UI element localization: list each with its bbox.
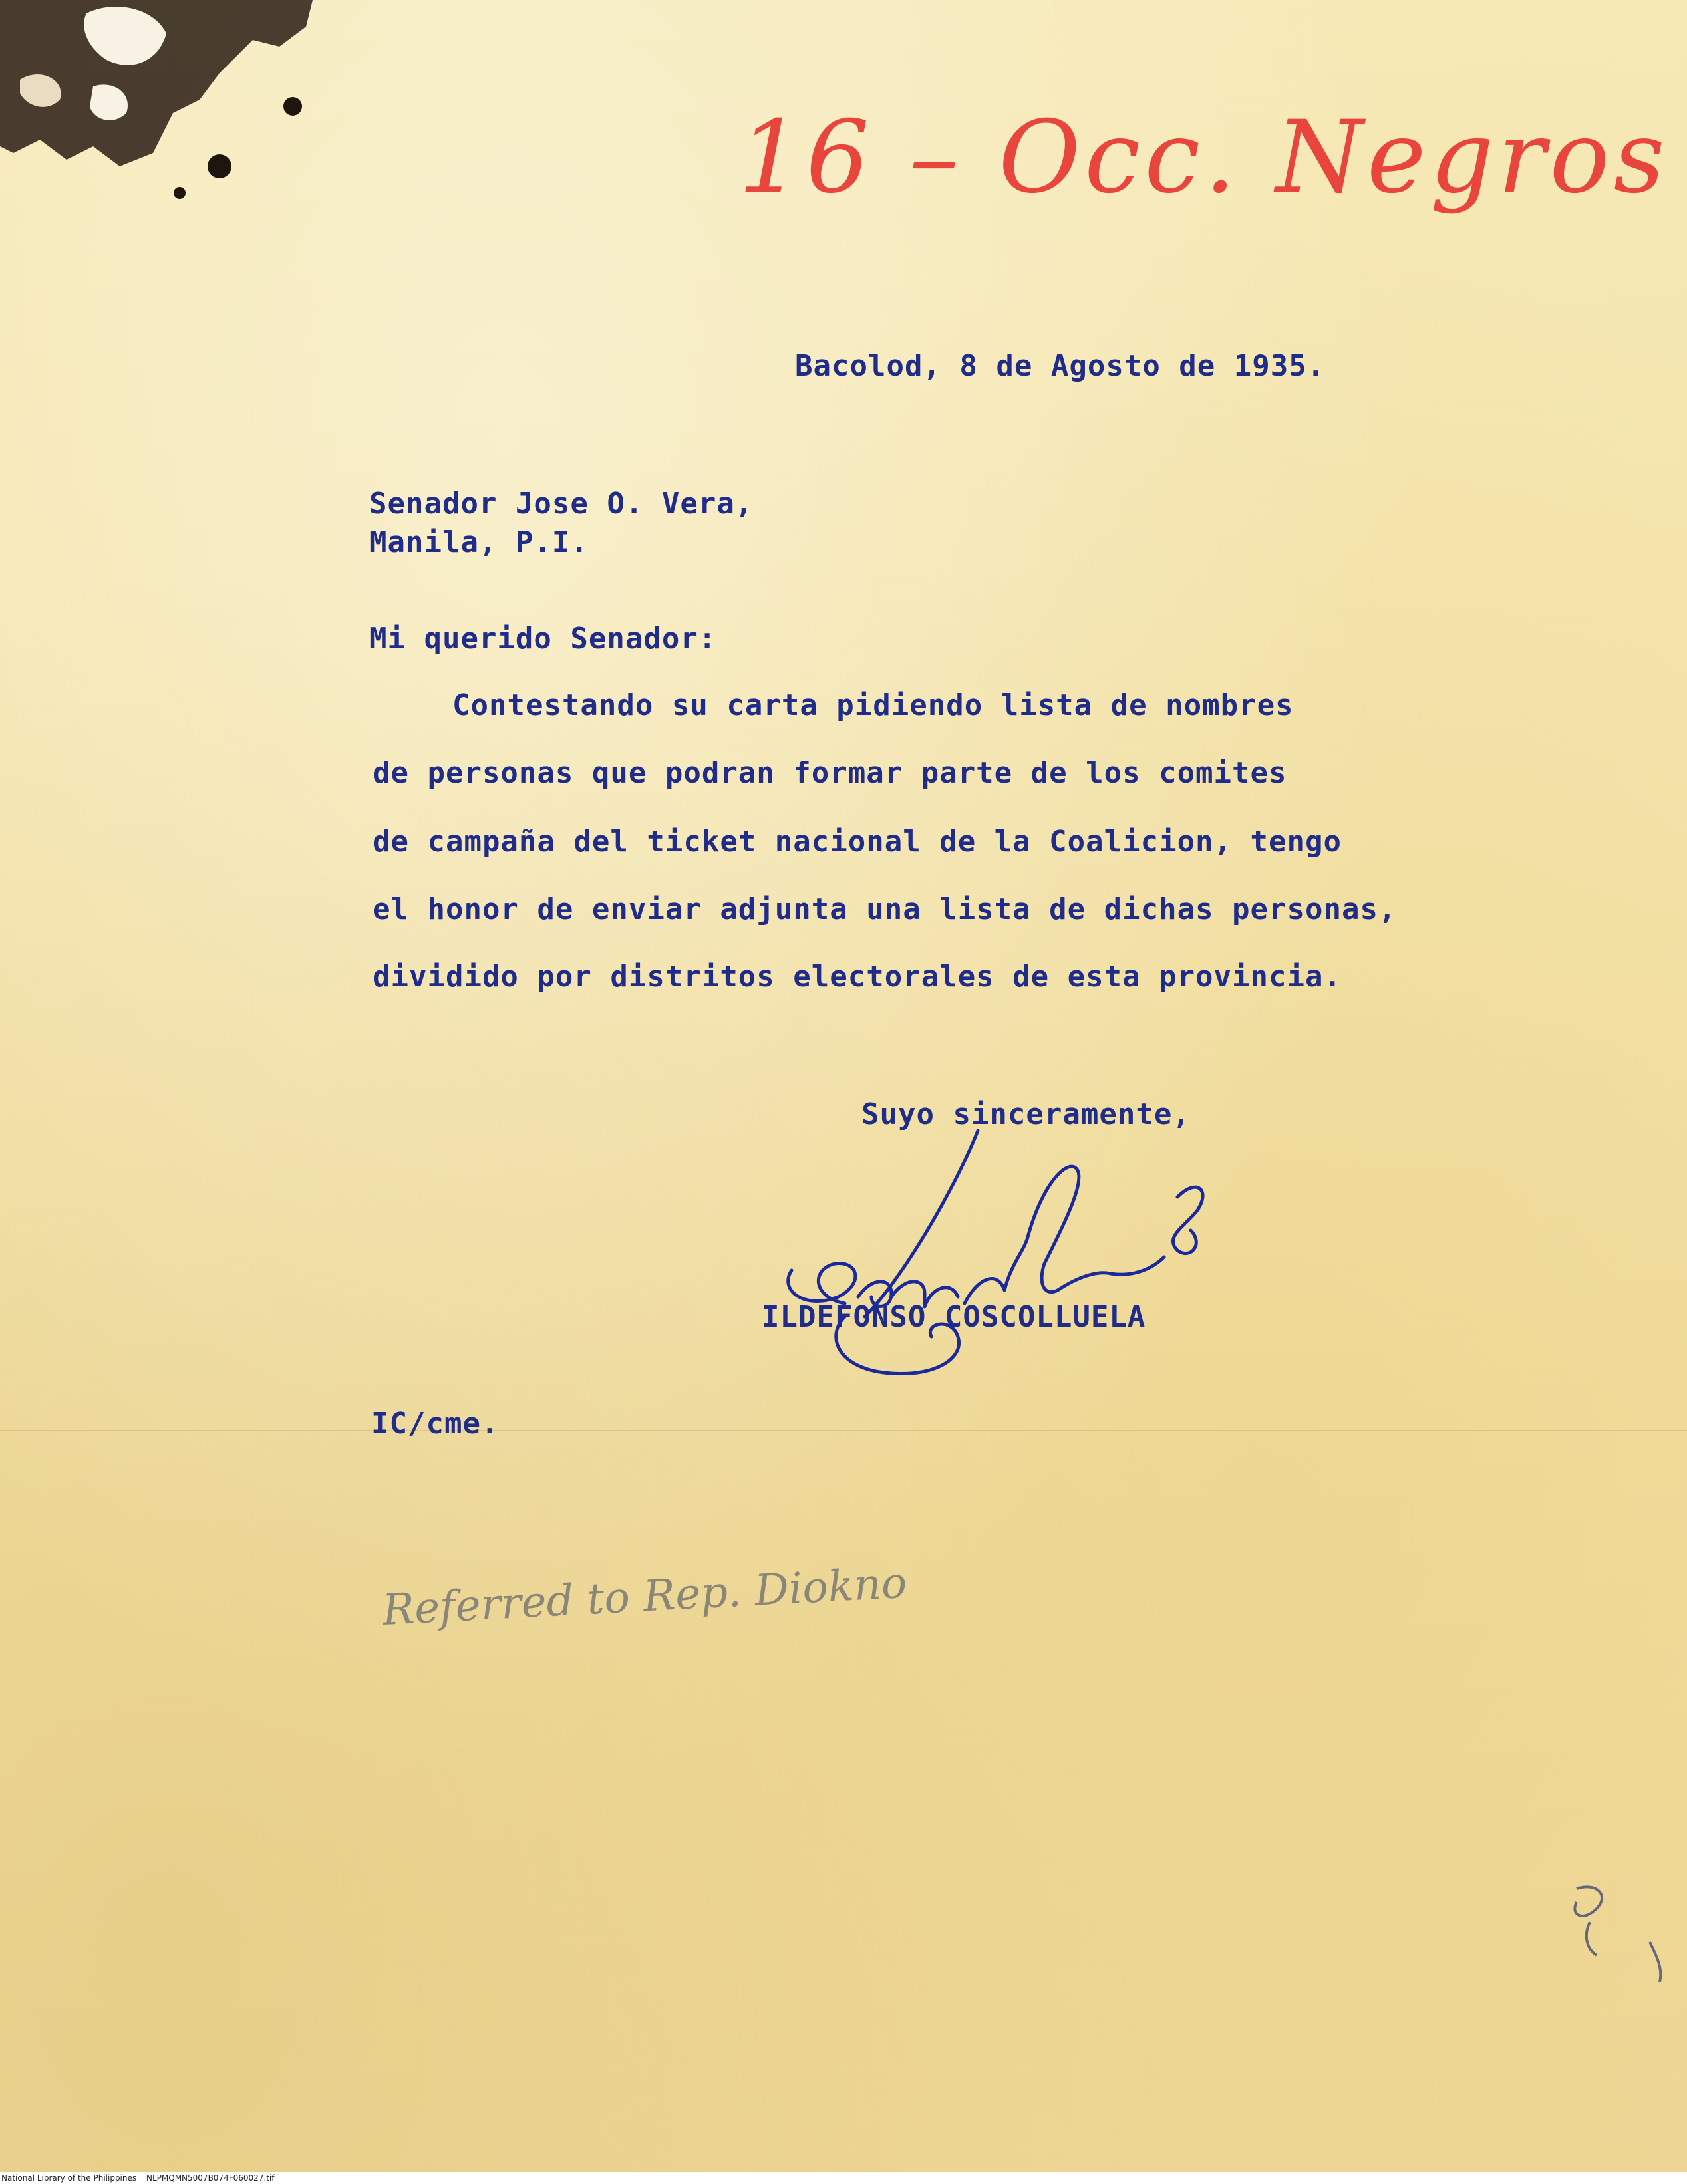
date-line: Bacolod, 8 de Agosto de 1935. — [795, 349, 1326, 383]
signature — [765, 1117, 1364, 1397]
body-line: de personas que podran formar parte de los comites — [373, 756, 1287, 790]
pencil-note: Referred to Rep. Diokno — [381, 1558, 909, 1635]
recipient-city: Manila, P.I. — [369, 525, 589, 559]
signatory-name: ILDEFONSO COSCOLLUELA — [762, 1300, 1146, 1334]
archive-footer — [0, 2172, 1687, 2184]
body-line: de campaña del ticket nacional de la Coalicion, tengo — [373, 825, 1342, 859]
body-line: dividido por distritos electorales de esta provincia. — [373, 960, 1342, 994]
closing: Suyo sinceramente, — [861, 1097, 1191, 1131]
ink-smudge — [1550, 1875, 1683, 2008]
salutation: Mi querido Senador: — [369, 622, 717, 656]
file-id: NLPMQMN5007B074F060027.tif — [146, 2173, 275, 2183]
recipient-name: Senador Jose O. Vera, — [369, 487, 754, 521]
fold-line — [0, 1430, 1687, 1431]
burn-damage — [0, 0, 333, 200]
body-line: Contestando su carta pidiendo lista de nombres — [452, 688, 1294, 722]
red-crayon-note: 16 – Occ. Negros — [738, 100, 1669, 215]
body-line: el honor de enviar adjunta una lista de dichas personas, — [373, 892, 1397, 926]
reference-initials: IC/cme. — [371, 1407, 500, 1440]
archive-name: National Library of the Philippines — [1, 2173, 137, 2183]
